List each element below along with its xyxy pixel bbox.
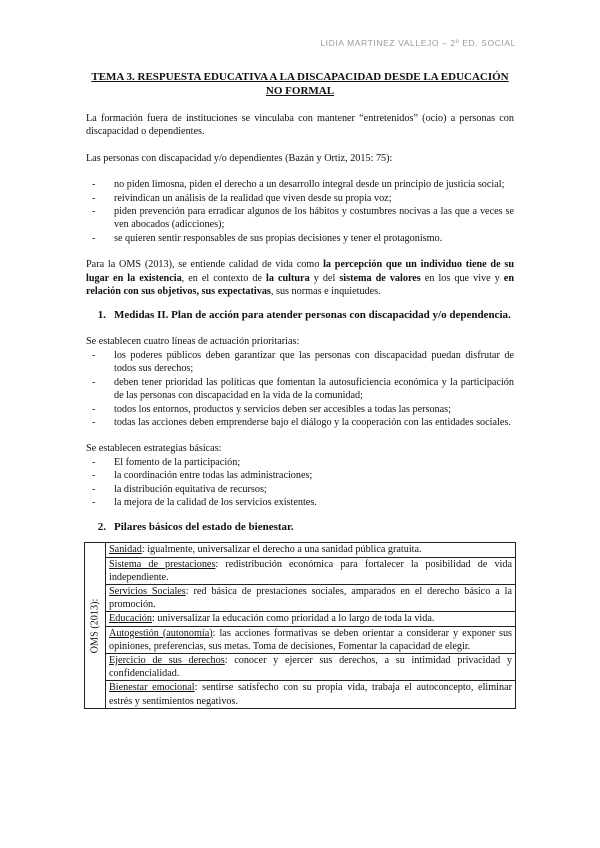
table-cell: Bienestar emocional: sentirse satisfecho con su propia vida, trabaja el autoconcepto, eliminar estrés y sentimientos negativos. <box>106 681 516 708</box>
oms-paragraph: Para la OMS (2013), se entiende calidad de vida como la percepción que un individuo tiene de su lugar en la existencia, en el contexto de la cultura y del sistema de valores en los que vive y en relación con sus objetivos, sus expectativas, sus normas e inquietudes. <box>86 259 514 298</box>
table-row <box>85 612 516 626</box>
table-row <box>85 584 516 611</box>
strategies-intro: Se establecen estrategias básicas: <box>86 443 222 455</box>
lead-list <box>86 178 514 245</box>
document-body <box>86 70 514 709</box>
lines-list <box>86 349 514 429</box>
section-heading-2: 2. Pilares básicos del estado de bienestar. <box>97 521 294 534</box>
table-cell: Servicios Sociales: red básica de prestaciones sociales, amparados en el derecho básico a la promoción. <box>106 584 516 611</box>
lead-paragraph: Las personas con discapacidad y/o dependientes (Bazán y Ortiz, 2015: 75): <box>86 152 393 164</box>
page-header: LIDIA MARTINEZ VALLEJO – 2º ED. SOCIAL <box>320 38 516 48</box>
document-title: TEMA 3. RESPUESTA EDUCATIVA A LA DISCAPACIDAD DESDE LA EDUCACIÓN NO FORMAL <box>91 71 509 97</box>
list-item: - no piden limosna, piden el derecho a un desarrollo integral desde un principio de justicia social; <box>86 178 514 191</box>
intro-paragraph: La formación fuera de instituciones se vinculaba con mantener “entretenidos” (ocio) a personas con discapacidad o dependientes. <box>86 113 514 138</box>
lines-intro: Se establecen cuatro líneas de actuación prioritarias: <box>86 336 300 348</box>
table-row <box>85 681 516 708</box>
table-cell: Ejercicio de sus derechos: conocer y ejercer sus derechos, a su intimidad privacidad y confidencialidad. <box>106 653 516 680</box>
list-item: - todas las acciones deben emprenderse bajo el diálogo y la cooperación con las entidades sociales. <box>86 416 514 429</box>
list-item: - la coordinación entre todas las administraciones; <box>86 469 514 482</box>
section-heading-1: 1. Medidas II. Plan de acción para atender personas con discapacidad y/o dependencia. <box>97 309 511 322</box>
table-row <box>85 653 516 680</box>
strategies-list <box>86 456 514 510</box>
pillars-table <box>84 542 516 708</box>
list-item: - El fomento de la participación; <box>86 456 514 469</box>
list-item: - la mejora de la calidad de los servicios existentes. <box>86 496 514 509</box>
table-cell: Autogestión (autonomía): las acciones formativas se deben orientar a considerar y exponer sus opiniones, preferencias, sus metas. Toma de decisiones, Fomentar la capacidad de elegir. <box>106 626 516 653</box>
list-item: - los poderes públicos deben garantizar que las personas con discapacidad puedan disfrutar de todos sus derechos; <box>86 349 514 376</box>
list-item: - deben tener prioridad las políticas que fomentan la autosuficiencia económica y la participación de las personas con discapacidad en la vida de la comunidad; <box>86 376 514 403</box>
table-side-label: OMS (2013): <box>89 598 101 653</box>
list-item: - reivindican un análisis de la realidad que viven desde su propia voz; <box>86 192 514 205</box>
list-item: - la distribución equitativa de recursos; <box>86 483 514 496</box>
table-cell: Educación: universalizar la educación como prioridad a lo largo de toda la vida. <box>106 612 516 626</box>
table-cell: Sistema de prestaciones: redistribución económica para fortalecer la posibilidad de vida independiente. <box>106 557 516 584</box>
list-item: - todos los entornos, productos y servicios deben ser accesibles a todas las personas; <box>86 403 514 416</box>
list-item: - piden prevención para erradicar algunos de los hábitos y costumbres nocivas a las que a veces se ven abocados (adicciones); <box>86 205 514 232</box>
table-row <box>85 557 516 584</box>
table-row <box>85 543 516 557</box>
table-cell: Sanidad: igualmente, universalizar el derecho a una sanidad pública gratuita. <box>106 543 516 557</box>
table-row <box>85 626 516 653</box>
list-item: - se quieren sentir responsables de sus propias decisiones y tener el protagonismo. <box>86 232 514 245</box>
table-side-cell <box>85 543 106 708</box>
